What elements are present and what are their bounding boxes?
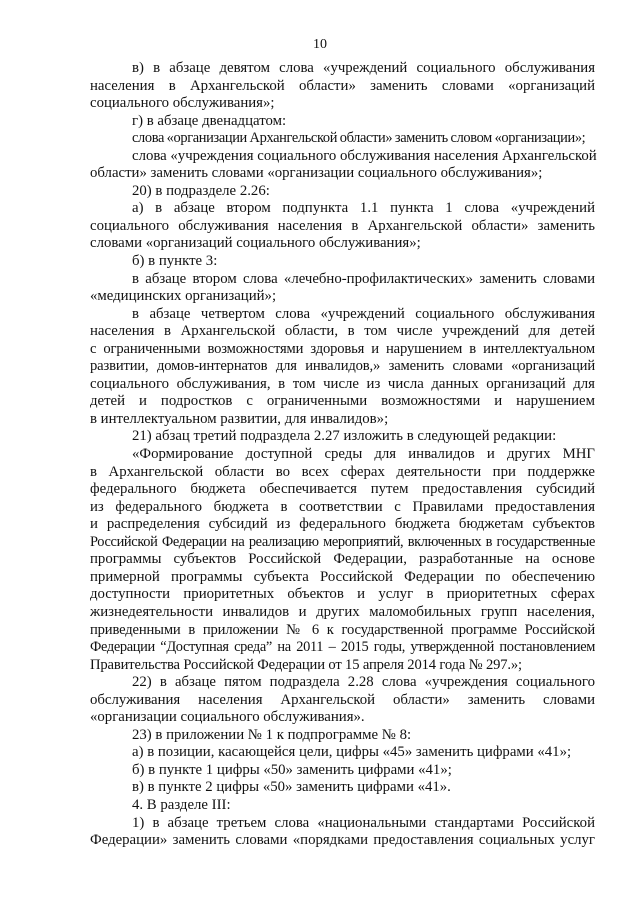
- text-line: в) в пункте 2 цифры «50» заменить цифрами «41».: [132, 779, 451, 796]
- text-line: слова «организации Архангельской области» заменить словом «организации»;: [132, 130, 586, 147]
- text-line: б) в пункте 1 цифры «50» заменить цифрами «41»;: [132, 761, 452, 778]
- text-line: обслуживания населения Архангельской области» заменить словами: [90, 691, 595, 708]
- text-line: доступности приоритетных объектов и услуг в приоритетных сферах: [90, 586, 595, 603]
- text-line: и распределения субсидий из федерального бюджета бюджетам субъектов: [90, 516, 595, 533]
- text-line: Правительства Российской Федерации от 15 апреля 2014 года № 297.»;: [90, 656, 522, 673]
- text-line: области» заменить словами «организации социального обслуживания»;: [90, 165, 543, 182]
- text-line: в) в абзаце девятом слова «учреждений социального обслуживания: [132, 60, 595, 76]
- text-line: приведенными в приложении № 6 к государственной программе Российской: [90, 621, 595, 638]
- text-line: в абзаце четвертом слова «учреждений социального обслуживания: [132, 305, 595, 322]
- text-line: б) в пункте 3:: [132, 253, 218, 270]
- text-line: в интеллектуальном развитии, для инвалидов»;: [90, 410, 389, 427]
- text-line: Российской Федерации на реализацию мероприятий, включенных в государственные: [90, 533, 595, 550]
- text-line: с ограниченными возможностями здоровья и нарушением в интеллектуальном: [90, 340, 595, 357]
- text-line: слова «учреждения социального обслуживания населения Архангельской: [132, 147, 597, 164]
- text-line: в абзаце втором слова «лечебно-профилактических» заменить словами: [132, 270, 595, 287]
- page-number: 10: [313, 37, 327, 52]
- text-line: населения в Архангельской области, в том числе учреждений для детей: [90, 323, 595, 340]
- text-line: 4. В разделе III:: [132, 796, 231, 813]
- text-line: г) в абзаце двенадцатом:: [132, 112, 287, 129]
- text-line: социального обслуживания»;: [90, 95, 275, 112]
- text-line: детей и подростков с ограниченными возможностями и нарушением: [90, 393, 595, 410]
- text-line: населения в Архангельской области» заменить словами «организаций: [90, 77, 595, 94]
- text-line: из федерального бюджета в соответствии с Правилами предоставления: [90, 498, 595, 515]
- text-line: Федерации “Доступная среда” на 2011 – 2015 годы, утвержденной постановлением: [90, 639, 595, 656]
- text-line: 22) в абзаце пятом подраздела 2.28 слова «учреждения социального: [132, 674, 595, 691]
- text-line: социального обслуживания населения в Архангельской области» заменить: [90, 217, 595, 234]
- text-line: а) в абзаце втором подпункта 1.1 пункта 1 слова «учреждений: [132, 200, 595, 217]
- text-line: 1) в абзаце третьем слова «национальными стандартами Российской: [132, 814, 595, 831]
- text-line: в Архангельской области во всех сферах деятельности при поддержке: [90, 463, 595, 480]
- text-line: 20) в подразделе 2.26:: [132, 182, 270, 199]
- text-line: программы субъектов Российской Федерации, разработанные на основе: [90, 551, 595, 568]
- text-line: социального обслуживания, в том числе из числа данных организаций для: [90, 375, 595, 392]
- text-line: «организации социального обслуживания».: [90, 709, 365, 726]
- text-line: жизнедеятельности инвалидов и других маломобильных групп населения,: [90, 603, 595, 620]
- document-body: [90, 60, 595, 850]
- text-line: 23) в приложении № 1 к подпрограмме № 8:: [132, 726, 412, 743]
- text-line: словами «организаций социального обслуживания»;: [90, 235, 421, 252]
- text-line: а) в позиции, касающейся цели, цифры «45» заменить цифрами «41»;: [132, 744, 572, 761]
- text-line: «медицинских организаций»;: [90, 288, 277, 305]
- text-line: федерального бюджета обеспечивается путем предоставления субсидий: [90, 481, 595, 498]
- text-line: 21) абзац третий подраздела 2.27 изложить в следующей редакции:: [132, 428, 557, 445]
- text-line: развитии, домов-интернатов для инвалидов,» заменить словами «организаций: [90, 358, 595, 375]
- text-line: Федерации» заменить словами «порядками предоставления социальных услуг: [90, 832, 595, 849]
- text-line: примерной программы субъекта Российской Федерации по обеспечению: [90, 568, 595, 585]
- text-line: «Формирование доступной среды для инвалидов и других МНГ: [132, 446, 595, 463]
